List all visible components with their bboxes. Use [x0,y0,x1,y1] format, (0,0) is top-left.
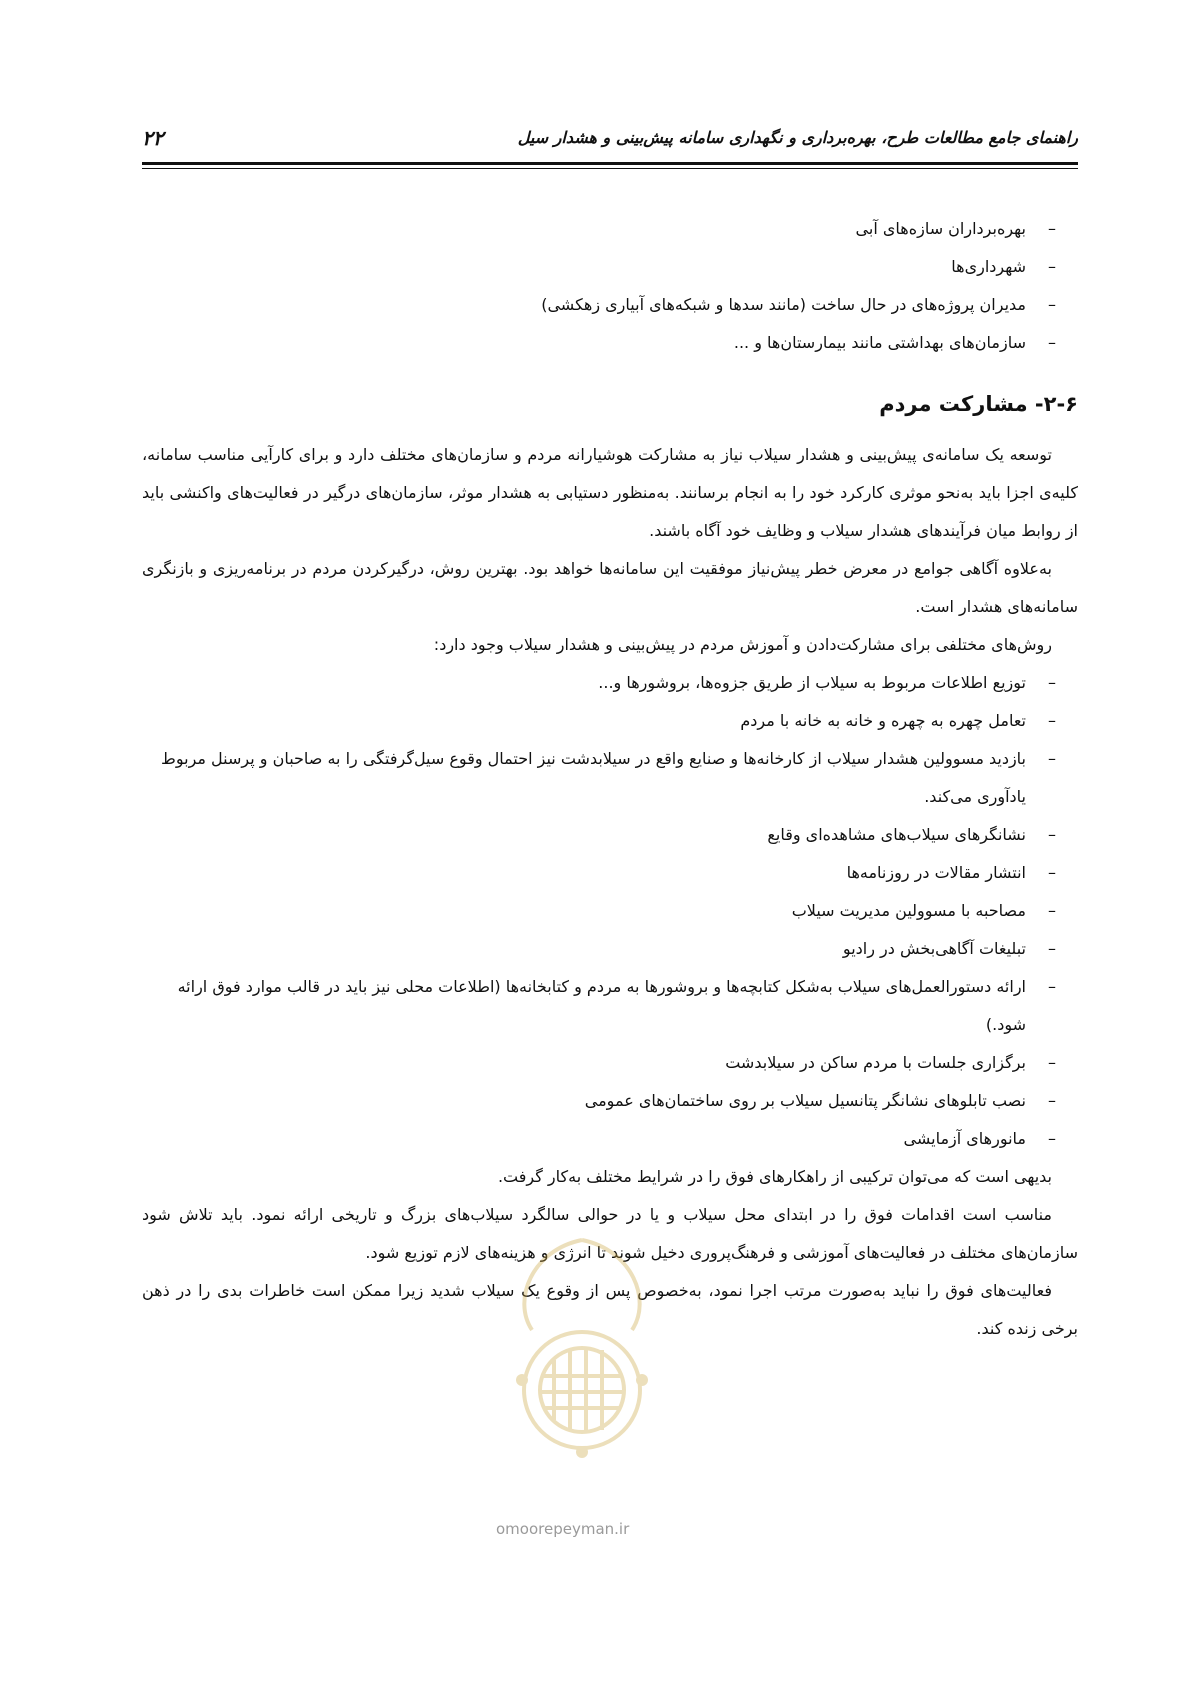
list-item [142,892,1078,930]
running-header-title: راهنمای جامع مطالعات طرح، بهره‌برداری و نگهداری سامانه پیش‌بینی و هشدار سیل [517,128,1078,147]
list-item [142,286,1078,324]
dash-bullet: – [1048,901,1056,920]
dash-bullet: – [1048,257,1056,276]
dash-bullet: – [1048,673,1056,692]
stakeholder-list [142,210,1078,362]
dash-bullet: – [1048,295,1056,314]
running-header [142,118,1078,160]
paragraph: فعالیت‌های فوق را نباید به‌صورت مرتب اجرا نمود، به‌خصوص پس از وقوع یک سیلاب شدید زیرا ممکن است خاطرات بدی را در ذهن برخی زنده کند. [142,1281,1078,1338]
paragraph: مناسب است اقدامات فوق را در ابتدای محل سیلاب و یا در حوالی سالگرد سیلاب‌های بزرگ و تاریخی ارائه نمود. باید تلاش شود سازمان‌های مختلف در فعالیت‌های آموزشی و فرهنگ‌پروری دخیل شوند تا انرژی و هزینه‌های لازم توزیع شود. [142,1205,1078,1262]
dash-bullet: – [1048,977,1056,996]
watermark-url: omoorepeyman.ir [496,1520,630,1538]
dash-bullet: – [1048,825,1056,844]
list-item [142,1044,1078,1082]
list-item [142,930,1078,968]
list-item [142,664,1078,702]
list-item [142,816,1078,854]
list-item-text: شهرداری‌ها [951,257,1026,276]
list-item-text: انتشار مقالات در روزنامه‌ها [846,863,1026,882]
list-item [142,702,1078,740]
list-item-text: مانورهای آزمایشی [903,1129,1026,1148]
header-rule-thick [142,162,1078,165]
list-item [142,740,1078,816]
paragraph: بدیهی است که می‌توان ترکیبی از راهکارهای فوق را در شرایط مختلف به‌کار گرفت. [497,1167,1052,1186]
list-item-text: ارائه دستورالعمل‌های سیلاب به‌شکل کتابچه‌ها و بروشورها به مردم و کتابخانه‌ها (اطلاعات محلی نیز باید در قالب موارد فوق ارائه شود.) [177,977,1026,1034]
list-item [142,1082,1078,1120]
list-item [142,968,1078,1044]
section-heading: ۲-۶- مشارکت مردم [879,392,1078,416]
list-item-text: بهره‌برداران سازه‌های آبی [855,219,1026,238]
list-item [142,1120,1078,1158]
list-item-text: نصب تابلوهای نشانگر پتانسیل سیلاب بر روی ساختمان‌های عمومی [584,1091,1026,1110]
methods-list [142,664,1078,1158]
dash-bullet: – [1048,1053,1056,1072]
list-item-text: مدیران پروژه‌های در حال ساخت (مانند سدها و شبکه‌های آبیاری زهکشی) [541,295,1026,314]
list-item-text: بازدید مسوولین هشدار سیلاب از کارخانه‌ها و صنایع واقع در سیلابدشت نیز احتمال وقوع سیل‌گرفتگی را به صاحبان و پرسنل مربوط یادآوری می‌کند. [161,749,1026,806]
dash-bullet: – [1048,863,1056,882]
dash-bullet: – [1048,1129,1056,1148]
paragraph: به‌علاوه آگاهی جوامع در معرض خطر پیش‌نیاز موفقیت این سامانه‌ها خواهد بود. بهترین روش، درگیرکردن مردم در برنامه‌ریزی و بازنگری سامانه‌های هشدار است. [142,559,1078,616]
header-rule-thin [142,168,1078,169]
dash-bullet: – [1048,1091,1056,1110]
dash-bullet: – [1048,939,1056,958]
paragraph: توسعه یک سامانه‌ی پیش‌بینی و هشدار سیلاب نیاز به مشارکت هوشیارانه مردم و سازمان‌های مختلف دارد و برای کارآیی مناسب سامانه، کلیه‌ی اجزا باید به‌نحو موثری کارکرد خود را به انجام برسانند. به‌منظور دستیابی به هشدار موثر، سازمان‌های درگیر در فعالیت‌های واکنشی باید از روابط میان فرآیندهای هشدار سیلاب و وظایف خود آگاه باشند. [142,445,1078,540]
list-item [142,248,1078,286]
list-item [142,324,1078,362]
main-content [142,210,1078,1348]
list-item-text: توزیع اطلاعات مربوط به سیلاب از طریق جزوه‌ها، بروشورها و... [598,673,1026,692]
paragraph: روش‌های مختلفی برای مشارکت‌دادن و آموزش مردم در پیش‌بینی و هشدار سیلاب وجود دارد: [433,635,1052,654]
list-item-text: تعامل چهره به چهره و خانه به خانه با مردم [740,711,1026,730]
dash-bullet: – [1048,749,1056,768]
page-number: ۲۲ [142,126,164,150]
dash-bullet: – [1048,219,1056,238]
list-item [142,854,1078,892]
dash-bullet: – [1048,333,1056,352]
list-item-text: سازمان‌های بهداشتی مانند بیمارستان‌ها و ... [733,333,1026,352]
list-item [142,210,1078,248]
list-item-text: نشانگرهای سیلاب‌های مشاهده‌ای وقایع [767,825,1026,844]
list-item-text: تبلیغات آگاهی‌بخش در رادیو [842,939,1026,958]
list-item-text: مصاحبه با مسوولین مدیریت سیلاب [791,901,1026,920]
list-item-text: برگزاری جلسات با مردم ساکن در سیلابدشت [725,1053,1026,1072]
dash-bullet: – [1048,711,1056,730]
